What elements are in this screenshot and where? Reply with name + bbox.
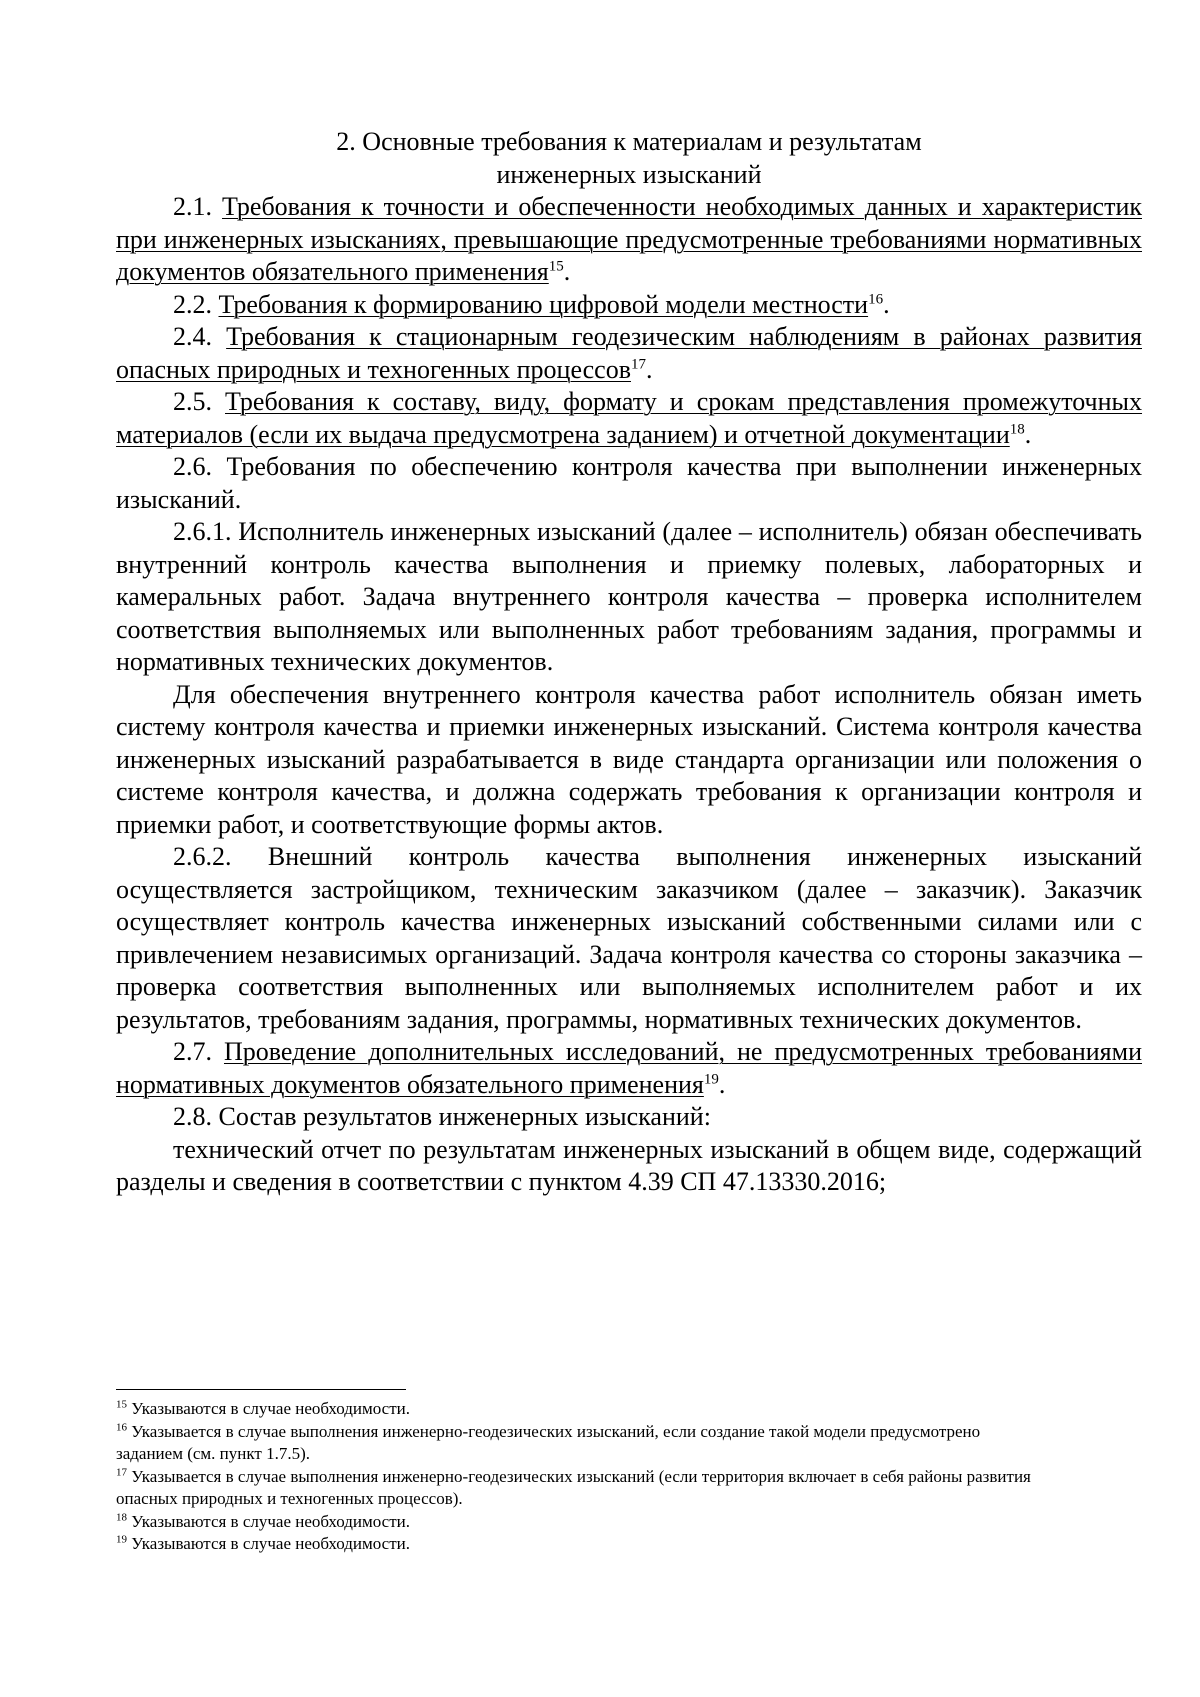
clause-number: 2.6. xyxy=(173,452,212,481)
clause-text: Требования к составу, виду, формату и срокам представления промежуточных материалов (если их выдача предусмотрена заданием) и отчетной документации xyxy=(116,387,1143,449)
clause-text: технический отчет по результатам инженерных изысканий в общем виде, содержащий разделы и сведения в соответствии с пунктом 4.39 СП 47.13330.2016; xyxy=(116,1134,1142,1196)
footnote-text: Указывается в случае выполнения инженерно-геодезических изысканий, если создание такой модели предусмотрено заданием (см. пункт 1.7.5). xyxy=(116,1421,981,1463)
paragraph-2-7: 2.7. Проведение дополнительных исследований, не предусмотренных требованиями нормативных документов обязательного применения$^{19}$. xyxy=(116,1037,1142,1099)
clause-number: 2.1. xyxy=(173,192,212,221)
footnote-text: Указываются в случае необходимости. xyxy=(131,1399,411,1418)
section-heading xyxy=(116,126,1142,191)
footnote-18 xyxy=(116,1511,1046,1534)
footnote-separator xyxy=(116,1389,406,1390)
clause-text: Требования к формированию цифровой модели местности xyxy=(218,289,869,319)
clause-text: Требования по обеспечению контроля качества при выполнении инженерных изысканий. xyxy=(116,452,1142,514)
clause-text: Внешний контроль качества выполнения инженерных изысканий осуществляется застройщиком, техническим заказчиком (далее – заказчик). Заказчик осуществляет контроль качества инженерных изысканий собственными силами или с привлечением независимых организаций. Задача контроля качества со стороны заказчика – проверка соответствия выполненных или выполняемых исполнителем работ и их результатов, требованиям задания, программы, нормативных технических документов. xyxy=(116,842,1143,1034)
paragraph-technical-report xyxy=(116,1134,1142,1199)
footnote-text: Указываются в случае необходимости. xyxy=(131,1511,411,1531)
clause-text: Исполнитель инженерных изысканий (далее – исполнитель) обязан обеспечивать внутренний контроль качества выполнения и приемку полевых, лабораторных и камеральных работ. Задача внутреннего контроля качества – проверка исполнителем соответствия выполняемых или выполненных работ требованиям задания, программы и нормативных технических документов. xyxy=(116,517,1143,676)
footnote-text: Указывается в случае выполнения инженерно-геодезических изысканий (если территория включает в себя районы развития опасных природных и техногенных процессов). xyxy=(116,1466,1031,1508)
footnote-ref: 15 xyxy=(548,258,564,275)
clause-number: 2.6.2. xyxy=(173,842,232,871)
clause-text: Для обеспечения внутреннего контроля качества работ исполнитель обязан иметь систему контроля качества и приемки инженерных изысканий. Система контроля качества инженерных изысканий разрабатывается в виде стандарта организации или положения о системе контроля качества, и должна содержать требования к организации контроля и приемки работ, и соответствующие формы актов. xyxy=(116,679,1142,839)
footnote-mark: 17 xyxy=(116,1465,127,1478)
paragraph-2-6-2 xyxy=(116,841,1142,1036)
footnote-16 xyxy=(116,1421,1046,1466)
heading-line-2: инженерных изысканий xyxy=(496,159,762,189)
clause-text: Требования к стационарным геодезическим наблюдениям в районах развития опасных природных и техногенных процессов xyxy=(116,322,1142,384)
paragraph-internal-control xyxy=(116,679,1142,842)
paragraph-2-6 xyxy=(116,451,1142,516)
footnote-ref: 19 xyxy=(703,1070,719,1087)
clause-number: 2.4. xyxy=(173,322,212,351)
paragraph-2-2: 2.2. Требования к формированию цифровой модели местности$^{16}$. xyxy=(173,289,890,319)
paragraph-2-4: 2.4. Требования к стационарным геодезическим наблюдениям в районах развития опасных природных и техногенных процессов$^{17}$. xyxy=(116,322,1142,384)
paragraph-2-1: 2.1. Требования к точности и обеспеченности необходимых данных и характеристик при инженерных изысканиях, превышающие предусмотренные требованиями нормативных документов обязательного применения$^{15}$. xyxy=(116,192,1142,286)
page-body xyxy=(116,126,1142,1199)
footnote-ref: 18 xyxy=(1009,420,1025,437)
clause-number: 2.2. xyxy=(173,289,212,319)
footnote-15 xyxy=(116,1398,1046,1421)
footnote-mark: 15 xyxy=(116,1398,127,1411)
footnote-mark: 19 xyxy=(116,1533,127,1546)
footnote-mark: 16 xyxy=(116,1420,127,1433)
footnotes xyxy=(116,1398,1046,1556)
footnote-mark: 18 xyxy=(116,1510,127,1523)
heading-line-1: 2. Основные требования к материалам и результатам xyxy=(336,127,922,156)
footnote-ref: 17 xyxy=(631,355,646,372)
paragraph-2-5: 2.5. Требования к составу, виду, формату и срокам представления промежуточных материалов (если их выдача предусмотрена заданием) и отчетной документации$^{18}$. xyxy=(116,387,1143,449)
footnote-ref: 16 xyxy=(868,290,884,307)
clause-number: 2.5. xyxy=(173,387,212,416)
clause-text: Проведение дополнительных исследований, не предусмотренных требованиями нормативных документов обязательного применения xyxy=(116,1037,1142,1099)
clause-text: Требования к точности и обеспеченности необходимых данных и характеристик при инженерных изысканиях, превышающие предусмотренные требованиями нормативных документов обязательного применения xyxy=(116,192,1142,286)
footnote-19 xyxy=(116,1533,1046,1556)
footnote-text: Указываются в случае необходимости. xyxy=(131,1534,411,1553)
clause-text: Состав результатов инженерных изысканий: xyxy=(218,1102,711,1131)
clause-number: 2.6.1. xyxy=(173,517,232,546)
clause-number: 2.8. xyxy=(173,1102,212,1131)
clause-number: 2.7. xyxy=(173,1037,212,1066)
paragraph-2-6-1 xyxy=(116,516,1142,679)
footnote-17 xyxy=(116,1466,1046,1511)
paragraph-2-8 xyxy=(116,1101,1142,1134)
